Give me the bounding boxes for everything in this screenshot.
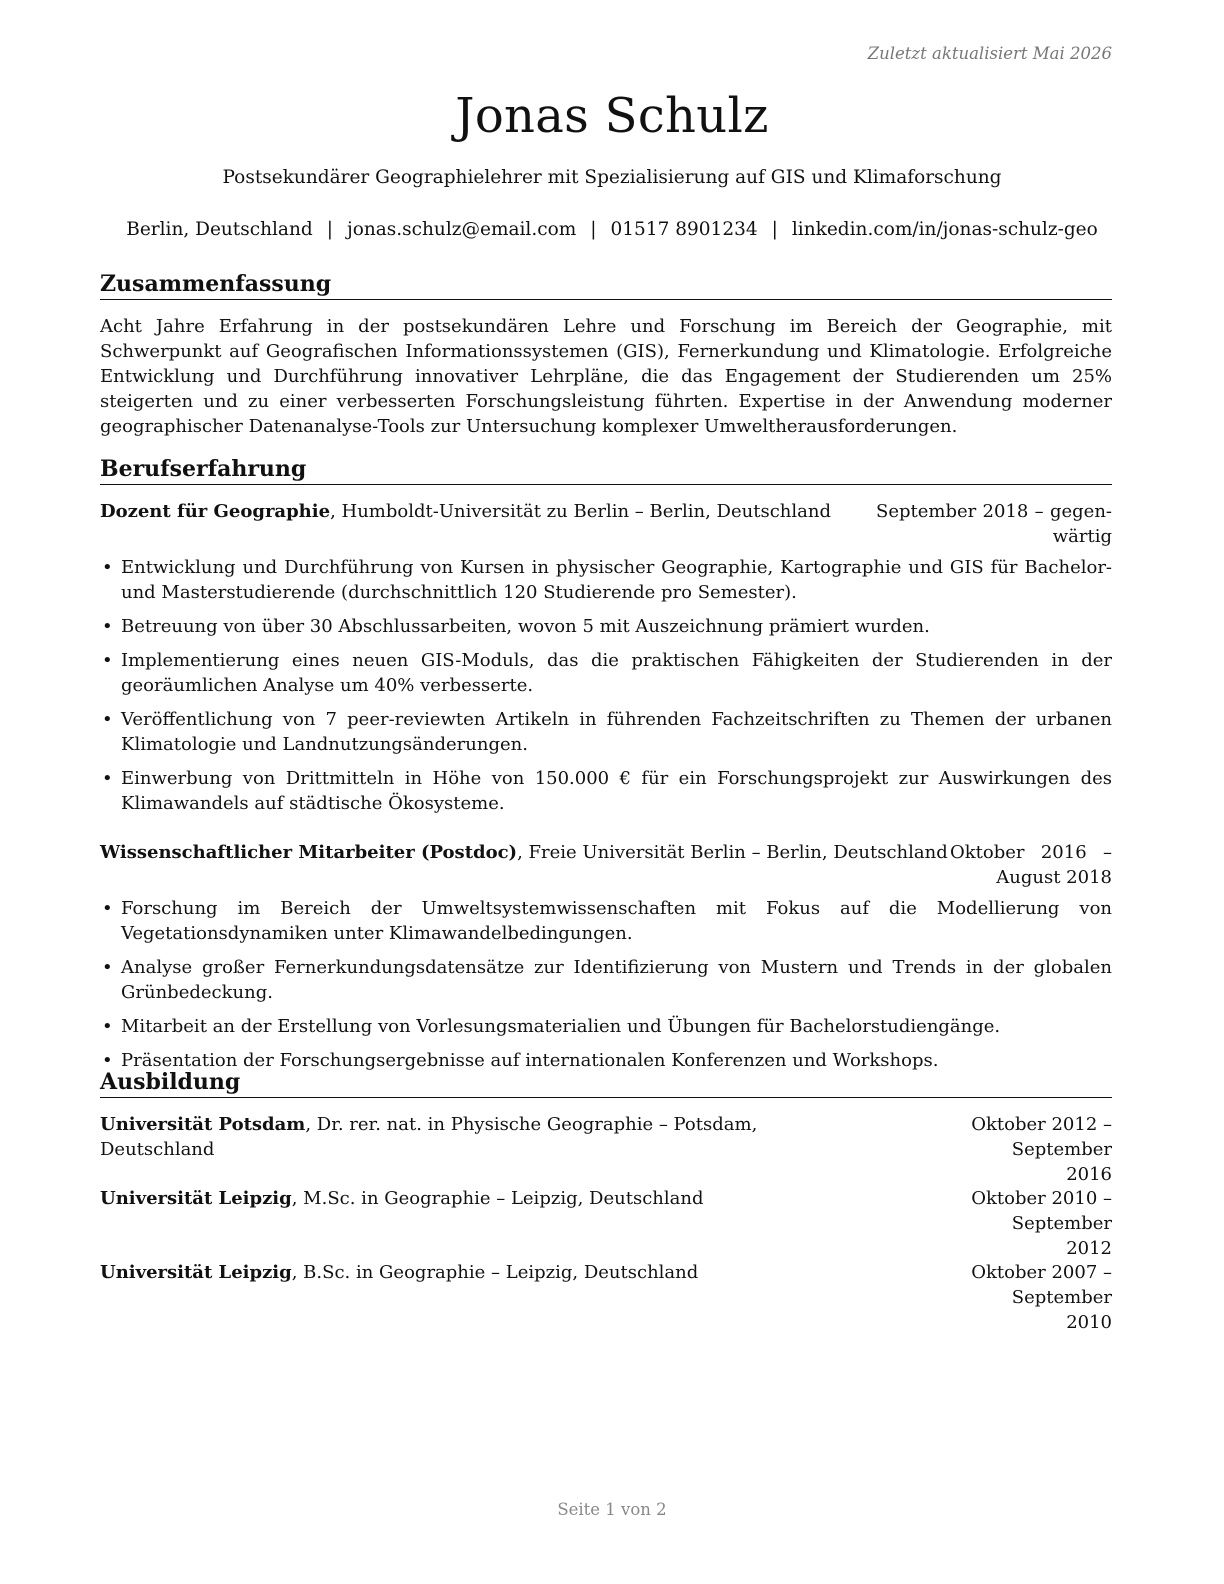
experience-section bbox=[100, 455, 1112, 1082]
education-entry bbox=[100, 1260, 1112, 1334]
bullet-icon: • bbox=[102, 1050, 113, 1071]
list-item: • Betreuung von über 30 Abschlussarbeiten, wovon 5 mit Auszeichnung prämiert wurden. bbox=[102, 616, 930, 637]
education-dates: Oktober 2012 – September 2016 bbox=[971, 1114, 1112, 1185]
contact-linkedin[interactable]: linkedin.com/in/jonas-schulz-geo bbox=[791, 219, 1098, 240]
bullet-icon: • bbox=[102, 1016, 113, 1037]
job-dates: Oktober 2016 – August 2018 bbox=[950, 842, 1112, 888]
contact-line bbox=[0, 219, 1224, 240]
education-entry bbox=[100, 1186, 1112, 1260]
job-entry bbox=[100, 499, 1112, 549]
contact-phone: 01517 8901234 bbox=[610, 219, 758, 240]
job-bullets bbox=[100, 896, 1112, 1073]
education-heading bbox=[100, 1186, 860, 1211]
contact-location: Berlin, Deutschland bbox=[126, 219, 313, 240]
job-employer: , Humboldt-Universität zu Berlin – Berlin, Deutschland bbox=[330, 501, 831, 522]
education-school: Universität Potsdam bbox=[100, 1114, 306, 1135]
contact-separator: | bbox=[590, 219, 597, 240]
candidate-name: Jonas Schulz bbox=[455, 88, 769, 144]
list-item: • Implementierung eines neuen GIS-Moduls, das die praktischen Fähigkeiten der Studierenden in der georäumlichen Analyse um 40% verbesserte. bbox=[102, 650, 1112, 696]
education-entry bbox=[100, 1112, 1112, 1186]
job-heading bbox=[100, 499, 860, 524]
list-item: • Entwicklung und Durchführung von Kursen in physischer Geographie, Kartographie und GIS für Bachelor- und Masterstudierende (durchschnittlich 120 Studierende pro Semester). bbox=[102, 557, 1112, 603]
section-title-summary: Zusammenfassung bbox=[100, 270, 1112, 300]
list-item: • Mitarbeit an der Erstellung von Vorlesungsmaterialien und Übungen für Bachelorstudiengänge. bbox=[102, 1016, 1001, 1037]
education-dates: Oktober 2010 – September 2012 bbox=[971, 1188, 1112, 1259]
list-item: • Forschung im Bereich der Umweltsystemwissenschaften mit Fokus auf die Modellierung von Vegetationsdynamiken unter Klimawandelbedingungen. bbox=[102, 898, 1112, 944]
education-dates: Oktober 2007 – September 2010 bbox=[971, 1262, 1112, 1333]
section-title-experience: Berufserfahrung bbox=[100, 455, 1112, 485]
education-heading bbox=[100, 1112, 860, 1162]
list-item: • Veröffentlichung von 7 peer-reviewten Artikeln in führenden Fachzeitschriften zu Themen der urbanen Klimatologie und Landnutzungsänderungen. bbox=[102, 709, 1112, 755]
list-item: • Einwerbung von Drittmitteln in Höhe von 150.000 € für ein Forschungsprojekt zur Auswirkungen des Klimawandels auf städtische Ökosysteme. bbox=[102, 768, 1112, 814]
education-degree: , M.Sc. in Geographie – Leipzig, Deutschland bbox=[291, 1188, 704, 1209]
contact-separator: | bbox=[326, 219, 333, 240]
job-bullets bbox=[100, 555, 1112, 816]
summary-section bbox=[100, 270, 1112, 439]
job-role: Dozent für Geographie bbox=[100, 501, 331, 522]
section-title-education: Ausbildung bbox=[100, 1068, 1112, 1098]
education-section bbox=[100, 1068, 1112, 1334]
job-entry bbox=[100, 840, 1112, 890]
last-updated: Zuletzt aktualisiert Mai 2026 bbox=[867, 44, 1112, 63]
summary-text: Acht Jahre Erfahrung in der postsekundären Lehre und Forschung im Bereich der Geographie, mit Schwerpunkt auf Geografischen Informationssystemen (GIS), Fernerkundung und Klimatologie. Erfolgreiche Entwicklung und Durchführung innovativer Lehrpläne, die das Engagement der Studierenden um 25% steigerten und zu einer verbesserten Forschungsleistung führten. Expertise in der Anwendung moderner geographischer Datenanalyse-Tools zur Untersuchung komplexer Umweltherausforderungen. bbox=[100, 316, 1112, 437]
bullet-icon: • bbox=[102, 650, 113, 671]
bullet-icon: • bbox=[102, 709, 113, 730]
bullet-icon: • bbox=[102, 768, 113, 789]
tagline: Postsekundärer Geographielehrer mit Spezialisierung auf GIS und Klimaforschung bbox=[222, 167, 1002, 188]
bullet-icon: • bbox=[102, 898, 113, 919]
education-degree: , Dr. rer. nat. in Physische Geographie – Potsdam, Deutschland bbox=[100, 1114, 758, 1160]
bullet-icon: • bbox=[102, 616, 113, 637]
bullet-icon: • bbox=[102, 557, 113, 578]
education-heading bbox=[100, 1260, 860, 1285]
contact-email[interactable]: jonas.schulz@email.com bbox=[346, 219, 577, 240]
page-number: Seite 1 von 2 bbox=[557, 1500, 667, 1519]
job-heading bbox=[100, 840, 980, 865]
education-degree: , B.Sc. in Geographie – Leipzig, Deutschland bbox=[291, 1262, 699, 1283]
education-school: Universität Leipzig bbox=[100, 1262, 292, 1283]
list-item: • Präsentation der Forschungsergebnisse auf internationalen Konferenzen und Workshops. bbox=[102, 1050, 939, 1071]
job-dates: September 2018 – gegen-wärtig bbox=[876, 501, 1112, 547]
contact-separator: | bbox=[771, 219, 778, 240]
list-item: • Analyse großer Fernerkundungsdatensätze zur Identifizierung von Mustern und Trends in der globalen Grünbedeckung. bbox=[102, 957, 1112, 1003]
education-school: Universität Leipzig bbox=[100, 1188, 292, 1209]
bullet-icon: • bbox=[102, 957, 113, 978]
job-employer: , Freie Universität Berlin – Berlin, Deutschland bbox=[517, 842, 948, 863]
job-role: Wissenschaftlicher Mitarbeiter (Postdoc) bbox=[100, 842, 518, 863]
